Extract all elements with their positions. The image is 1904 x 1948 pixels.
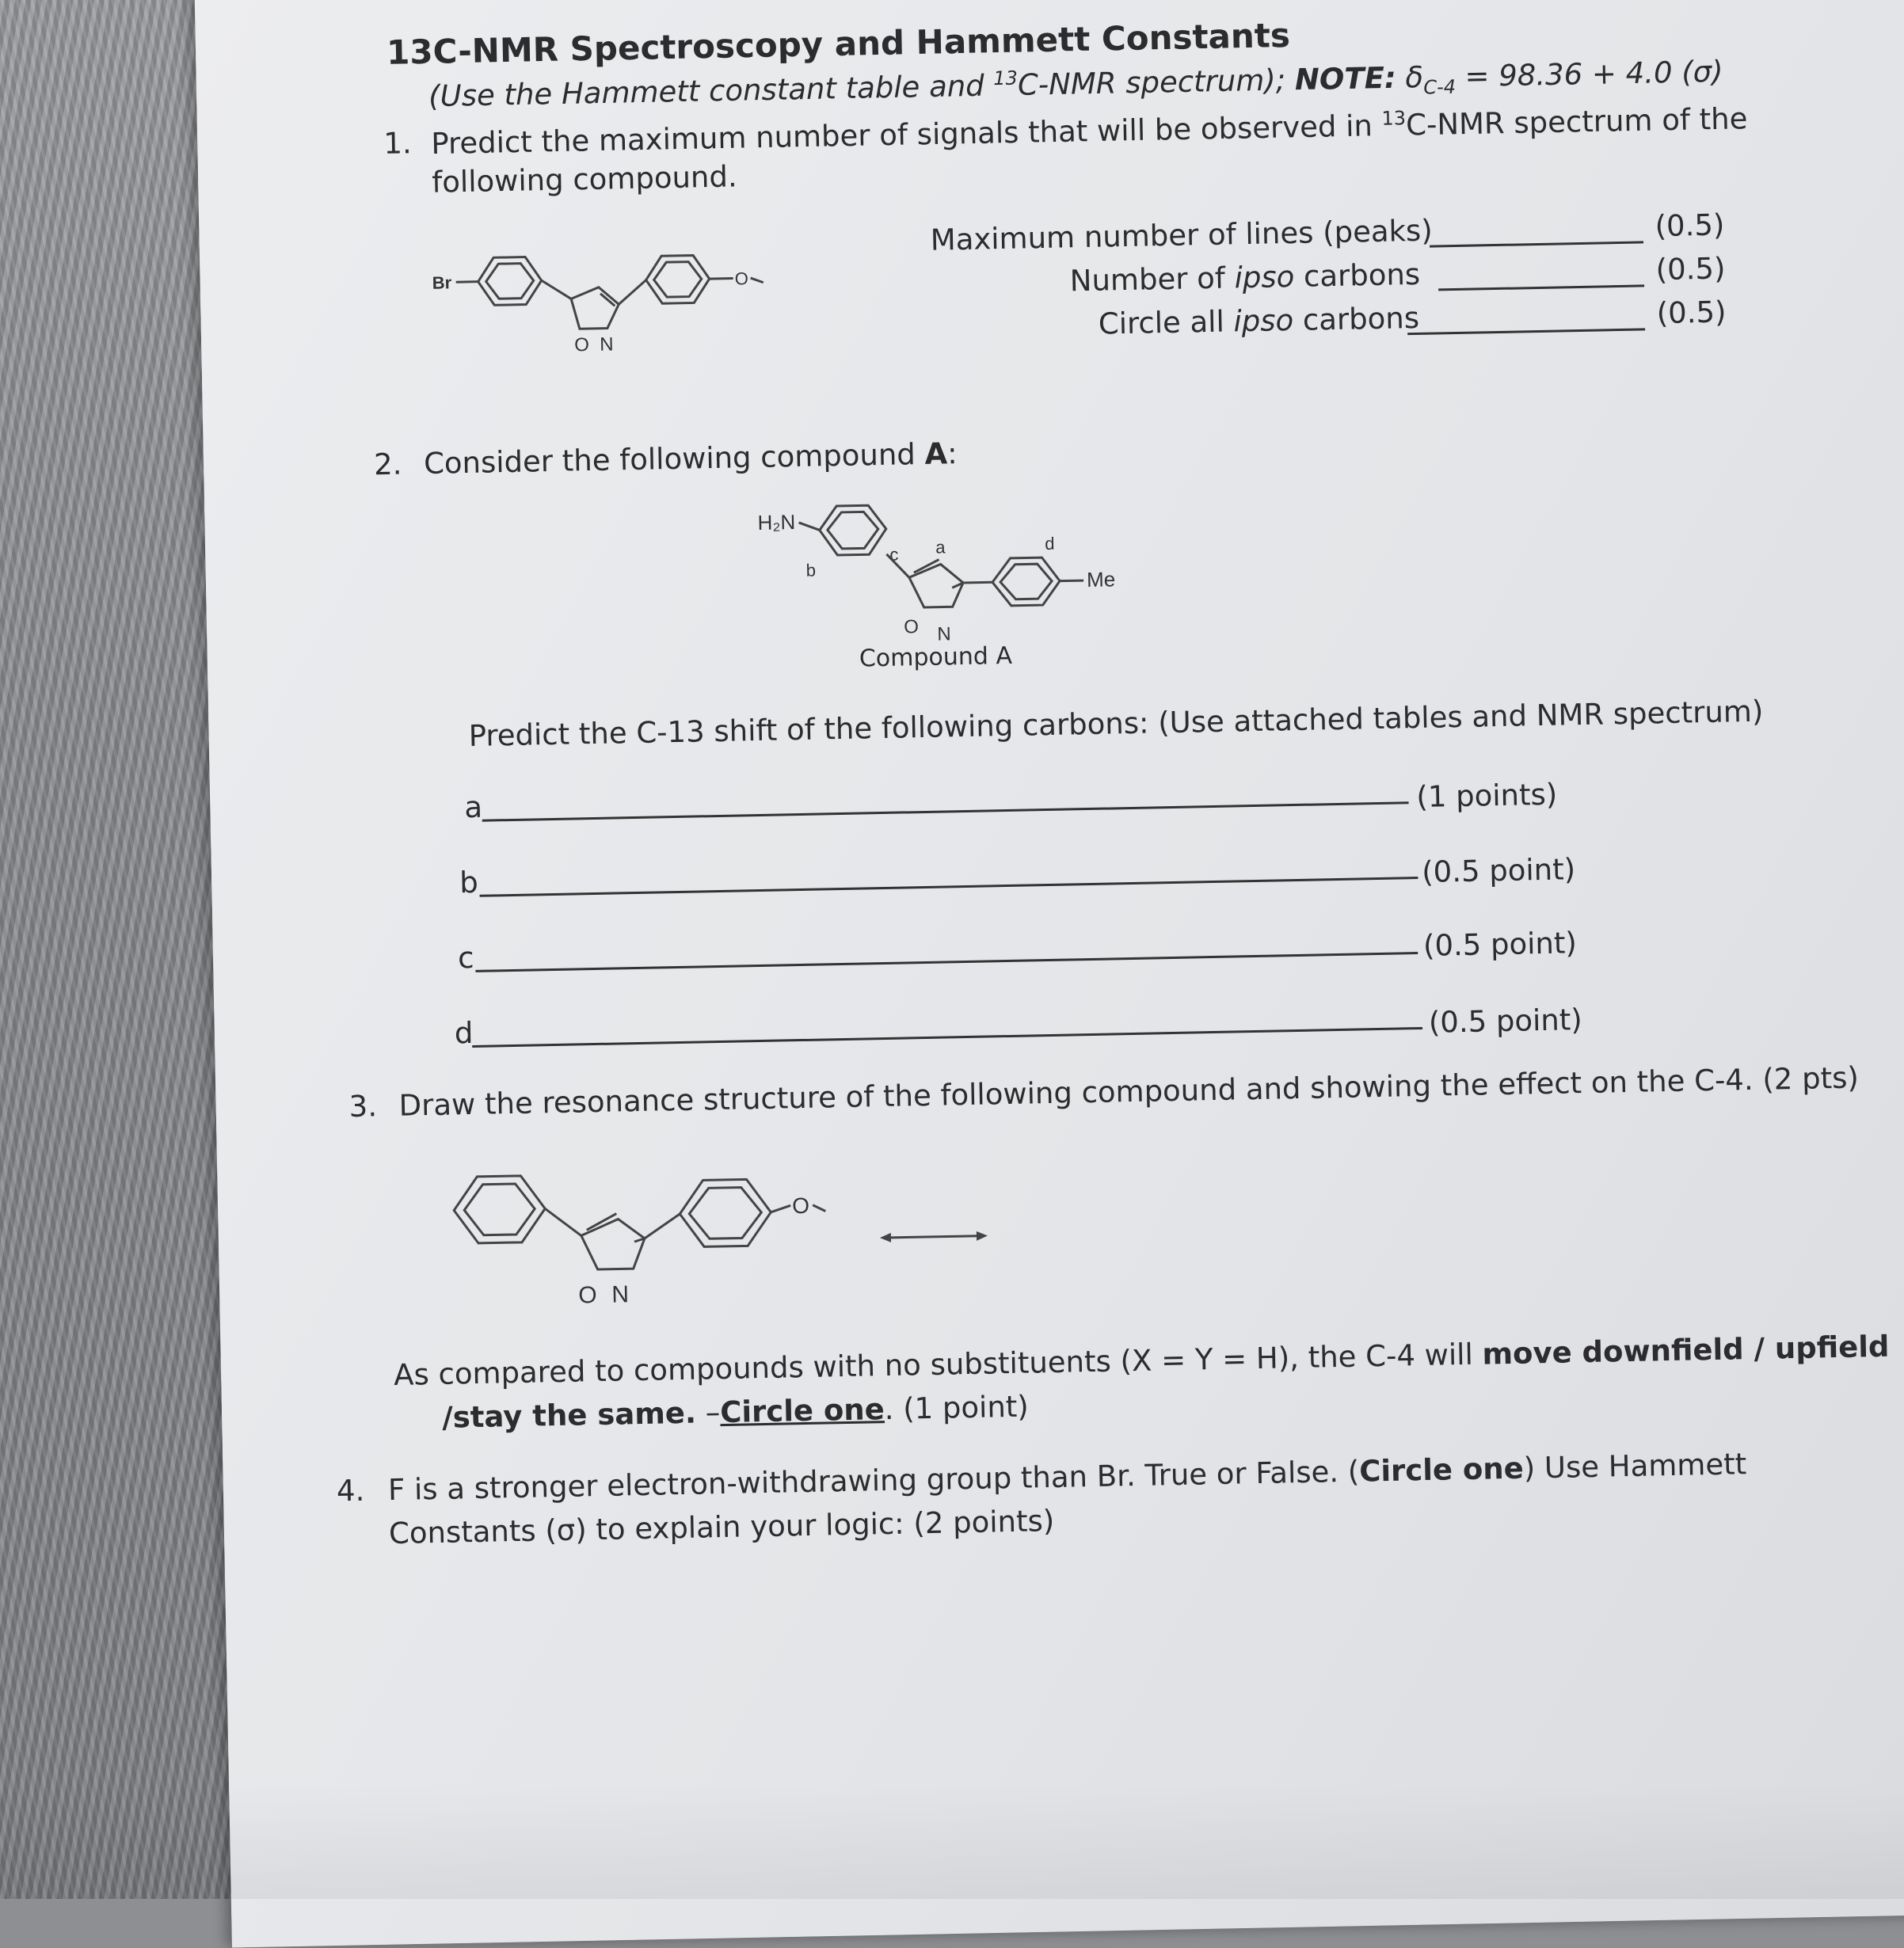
q2-item-a-points: (1 points) (1415, 777, 1558, 815)
carbon-a-label: a (935, 537, 946, 557)
q1-number: 1. (383, 126, 413, 161)
q3-prompt: Draw the resonance structure of the following compound and showing the effect on the C-4. (2 pts) (398, 1060, 1860, 1123)
methyl-label: Me (1086, 567, 1116, 592)
q2-number: 2. (373, 447, 402, 482)
q1-row-ipso-count: Number of ipso carbons (1069, 257, 1421, 299)
q2-item-b-points: (0.5 point) (1421, 852, 1576, 889)
q1-prompt-line2: following compound. (431, 159, 738, 200)
compound-a-n-label: N (937, 623, 951, 645)
q3-number: 3. (348, 1089, 378, 1124)
isoxazole-o-label: O (574, 334, 590, 356)
q1-ipso-count-blank[interactable] (1438, 284, 1644, 291)
q3-molecule-structure (441, 1155, 888, 1314)
carbon-d-label: d (1044, 533, 1055, 554)
q1-ipso-count-points: (0.5) (1655, 251, 1726, 287)
q2-item-a-label: a (464, 789, 483, 825)
q1-molecule-structure (416, 245, 798, 363)
q4-number: 4. (336, 1473, 365, 1509)
q2-item-d-label: d (454, 1015, 474, 1051)
q1-circle-ipso-points: (0.5) (1656, 295, 1727, 331)
q2-item-d-points: (0.5 point) (1428, 1003, 1583, 1040)
resonance-arrow-icon (878, 1224, 990, 1250)
q3-isoxazole-n-label: N (611, 1281, 630, 1308)
bromo-label: Br (432, 272, 452, 293)
hammett-note: (Use the Hammett constant table and $^{13}$C-NMR spectrum); NOTE: $\delta_{C-4} = 98.36 + 4.0$ (σ) (428, 54, 1723, 114)
q1-prompt: Predict the maximum number of signals that will be observed in $^{13}$C-NMR spectrum of the (430, 101, 1748, 162)
q4-prompt: F is a stronger electron-withdrawing group than Br. True or False. (Circle one) Use Hammett (387, 1447, 1747, 1508)
carbon-b-label: b (805, 560, 817, 580)
q1-max-lines-points: (0.5) (1655, 207, 1725, 244)
q2-item-b-blank[interactable] (480, 877, 1418, 897)
q2-item-a-blank[interactable] (482, 801, 1409, 821)
compound-a-o-label: O (903, 616, 920, 638)
q2-item-d-blank[interactable] (472, 1027, 1422, 1048)
q3-isoxazole-o-label: O (577, 1282, 597, 1309)
q1-circle-ipso-blank[interactable] (1407, 328, 1645, 335)
circle-one-instruction: Circle one (719, 1392, 885, 1430)
q2-item-b-label: b (459, 865, 479, 900)
q1-max-lines-blank[interactable] (1430, 241, 1643, 247)
q1-row-max-lines: Maximum number of lines (peaks) (930, 213, 1434, 257)
carbon-c-label: c (889, 544, 899, 565)
q2-item-c-blank[interactable] (475, 952, 1418, 972)
q2-item-c-points: (0.5 point) (1422, 926, 1578, 963)
q4-prompt-line2: Constants (σ) to explain your logic: (2 points) (388, 1504, 1055, 1551)
q2-instruction: Predict the C-13 shift of the following carbons: (Use attached tables and NMR spectrum) (468, 694, 1764, 754)
q2-item-c-label: c (457, 940, 474, 976)
isoxazole-n-label: N (599, 333, 614, 356)
q3-methoxy-o-label: O (791, 1193, 810, 1219)
q1-row-circle-ipso: Circle all ipso carbons (1098, 300, 1420, 341)
q3-compare-text: As compared to compounds with no substituents (X = Y = H), the C-4 will move downfield / upfield (393, 1329, 1890, 1392)
q3-compare-text-line2: /stay the same. –Circle one. (1 point) (441, 1389, 1030, 1435)
page-title: 13C-NMR Spectroscopy and Hammett Constants (386, 15, 1291, 72)
amino-label: H₂N (757, 510, 796, 535)
compound-a-caption: Compound A (859, 641, 1013, 673)
methoxy-o-label: O (734, 268, 749, 289)
q2-prompt: Consider the following compound A: (423, 436, 958, 481)
